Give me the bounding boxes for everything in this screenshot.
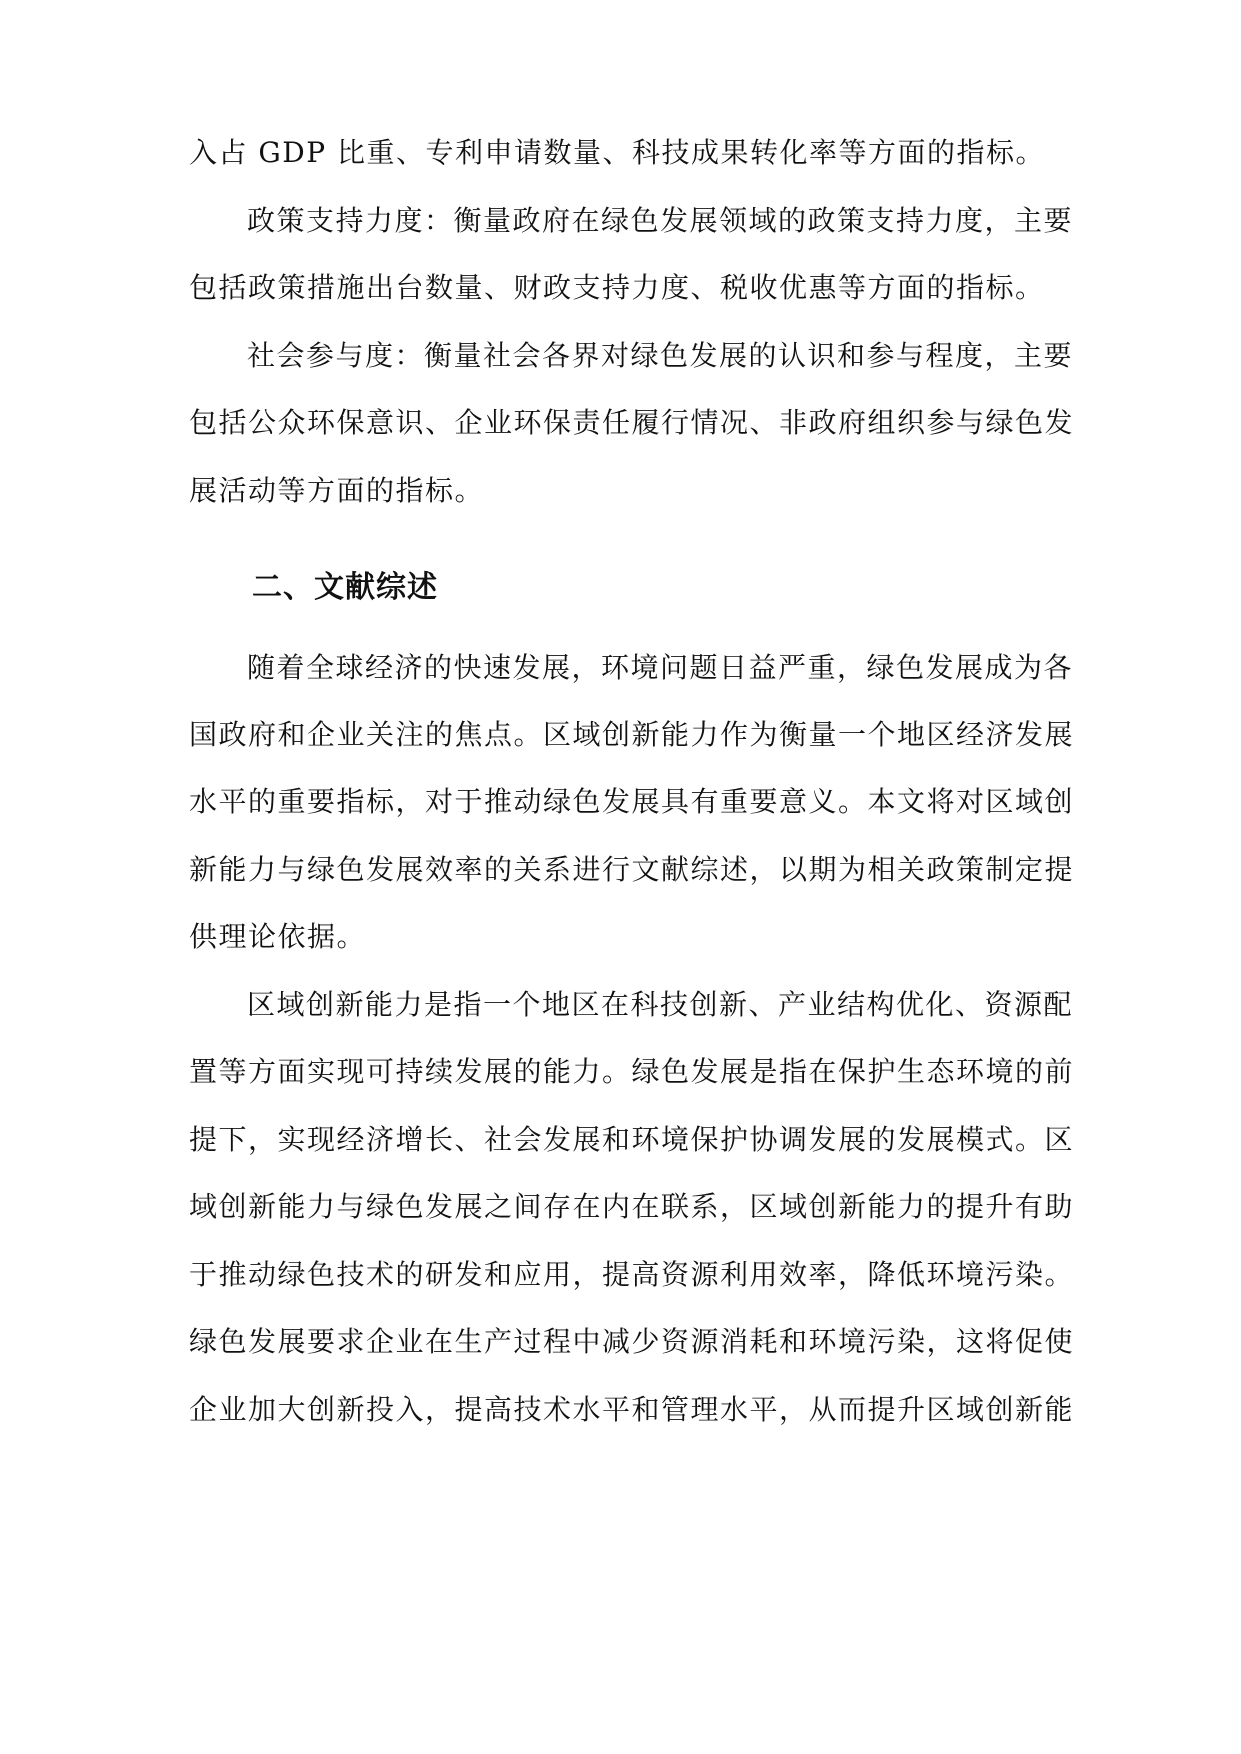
section-heading: 二、文献综述 — [252, 570, 438, 605]
paragraph-line: 于推动绿色技术的研发和应用，提高资源利用效率，降低环境污染。 — [189, 1258, 1075, 1291]
paragraph-line: 包括政策措施出台数量、财政支持力度、税收优惠等方面的指标。 — [189, 271, 1045, 304]
paragraph-line: 绿色发展要求企业在生产过程中减少资源消耗和环境污染，这将促使 — [189, 1325, 1075, 1358]
paragraph-line: 企业加大创新投入，提高技术水平和管理水平，从而提升区域创新能 — [189, 1393, 1075, 1426]
paragraph-line: 提下，实现经济增长、社会发展和环境保护协调发展的发展模式。区 — [189, 1123, 1075, 1156]
paragraph-line: 区域创新能力是指一个地区在科技创新、产业结构优化、资源配 — [247, 988, 1074, 1021]
paragraph-line: 域创新能力与绿色发展之间存在内在联系，区域创新能力的提升有助 — [189, 1190, 1075, 1223]
paragraph-line: 置等方面实现可持续发展的能力。绿色发展是指在保护生态环境的前 — [189, 1055, 1075, 1088]
paragraph-line: 社会参与度：衡量社会各界对绿色发展的认识和参与程度，主要 — [247, 339, 1074, 372]
paragraph-line: 水平的重要指标，对于推动绿色发展具有重要意义。本文将对区域创 — [189, 785, 1075, 818]
paragraph-line: 新能力与绿色发展效率的关系进行文献综述，以期为相关政策制定提 — [189, 853, 1075, 886]
paragraph-line: 展活动等方面的指标。 — [189, 474, 485, 507]
paragraph-line: 国政府和企业关注的焦点。区域创新能力作为衡量一个地区经济发展 — [189, 718, 1075, 751]
paragraph-line: 政策支持力度：衡量政府在绿色发展领域的政策支持力度，主要 — [247, 204, 1074, 237]
paragraph-line: 包括公众环保意识、企业环保责任履行情况、非政府组织参与绿色发 — [189, 406, 1075, 439]
paragraph-line: 供理论依据。 — [189, 920, 367, 953]
paragraph-line: 入占 GDP 比重、专利申请数量、科技成果转化率等方面的指标。 — [189, 136, 1045, 169]
paragraph-line: 随着全球经济的快速发展，环境问题日益严重，绿色发展成为各 — [247, 651, 1074, 684]
